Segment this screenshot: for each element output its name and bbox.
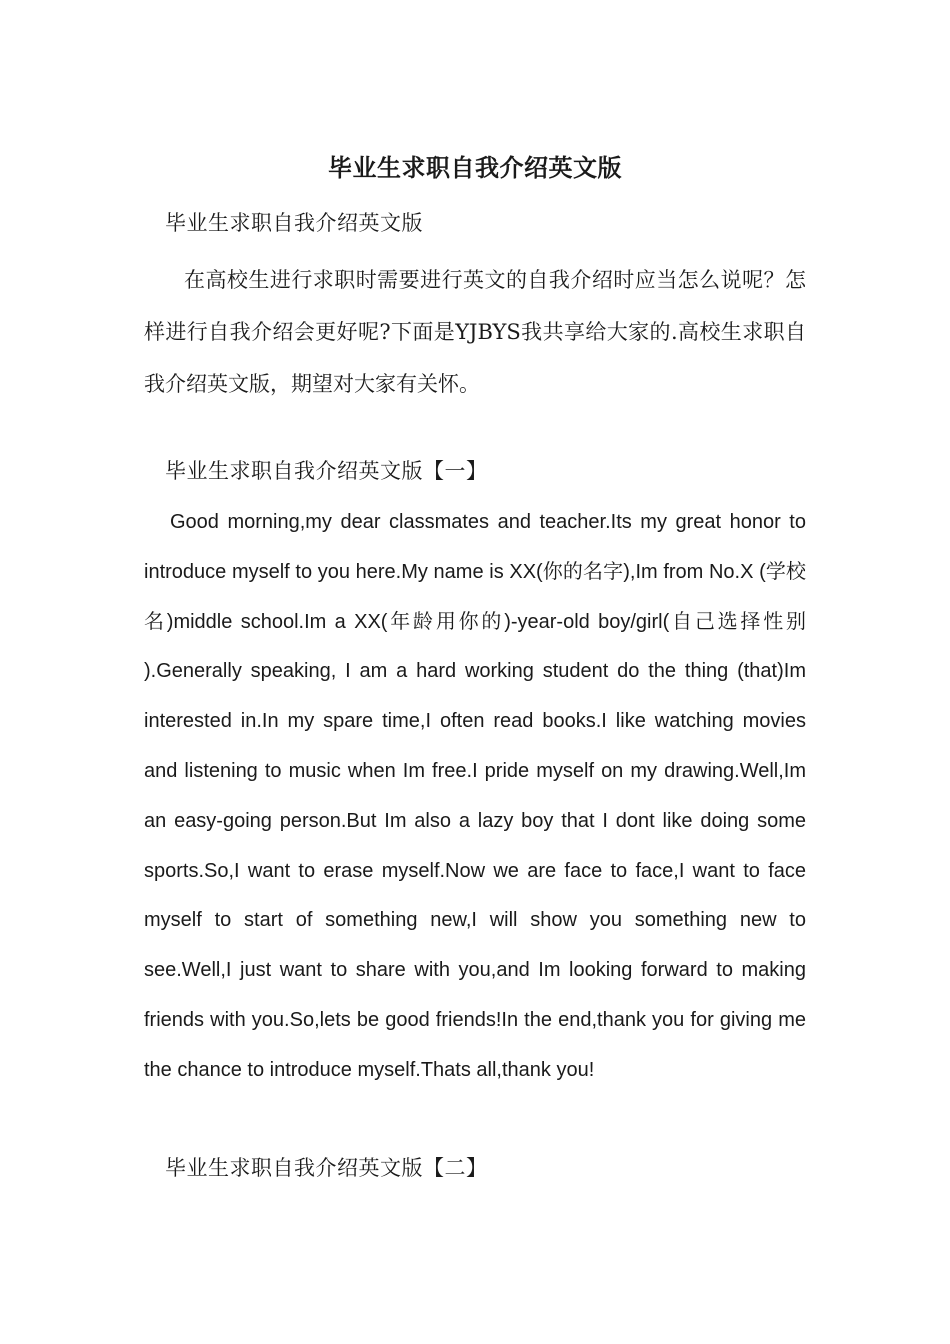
section-1-heading: 毕业生求职自我介绍英文版【一】 (165, 459, 488, 483)
document-subtitle: 毕业生求职自我介绍英文版 (165, 211, 423, 235)
section-1-body: Good morning,my dear classmates and teacher.Its my great honor to introduce myself to you here.My name is XX(你的名字),Im from No.X (学校名)middle school.Im a XX(年龄用你的)-year-old boy/girl(自己选择性别 ).Generally speaking, I am a hard working student do the thing (that)Im interested in.In my spare time,I often read books.I like watching movies and listening to music when Im free.I pride myself on my drawing.Well,Im an easy-going person.But Im also a lazy boy that I dont like doing some sports.So,I want to erase myself.Now we are face to face,I want to face myself to start of something new,I will show you something new to see.Well,I just want to share with you,and Im looking forward to making friends with you.So,lets be good friends!In the end,thank you for giving me the chance to introduce myself.Thats all,thank you! (144, 511, 806, 1081)
document-title: 毕业生求职自我介绍英文版 (328, 153, 622, 182)
intro-paragraph: 在高校生进行求职时需要进行英文的自我介绍时应当怎么说呢？怎样进行自我介绍会更好呢?下面是YJBYS我共享给大家的.高校生求职自我介绍英文版，期望对大家有关怀。 (144, 268, 806, 396)
section-2-heading: 毕业生求职自我介绍英文版【二】 (165, 1156, 488, 1180)
